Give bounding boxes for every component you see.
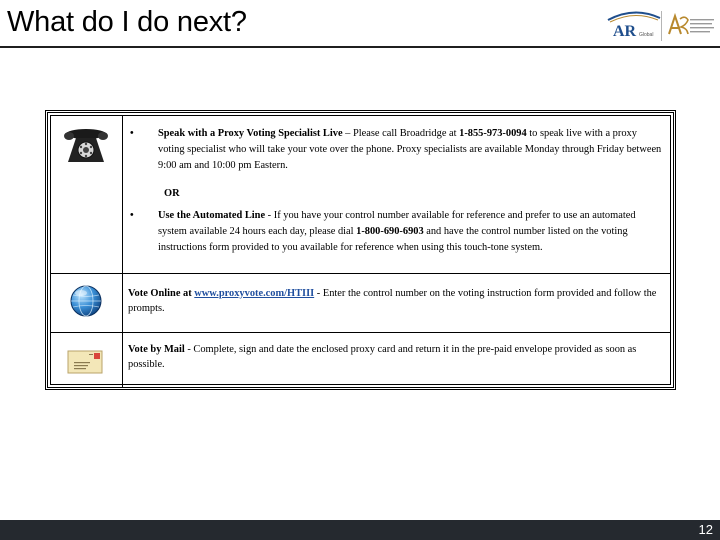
page-title: What do I do next? — [7, 6, 247, 38]
broadridge-phone-number: 1-855-973-0094 — [459, 128, 527, 139]
online-text: - Enter the control number on the voting instruction form provided and follow the prompts. — [128, 288, 657, 314]
title-divider — [0, 46, 720, 48]
table-inner — [50, 115, 671, 385]
bullet-live-specialist — [130, 126, 664, 174]
bullet-dot: • — [130, 210, 134, 221]
header-logos — [604, 8, 716, 42]
ar-logo-text: AR — [613, 23, 637, 40]
mail-heading: Vote by Mail — [128, 344, 185, 355]
bullet-dot: • — [130, 128, 134, 139]
automated-phone-number: 1-800-690-6903 — [356, 226, 424, 237]
footer-bar — [0, 520, 720, 540]
voting-options-table — [45, 110, 676, 390]
ar-logo-subtext: Global — [639, 32, 654, 38]
phone-instructions — [124, 116, 670, 273]
table-row-mail — [51, 333, 670, 388]
live-specialist-text-2: to speak live with a proxy voting specialist who will take your vote over the phone. Proxy specialists are available Monday through Friday between 9:00 am and 10:00 pm Eastern. — [158, 128, 662, 171]
automated-line-text-1: - If you have your control number available for reference and prefer to use an automated system available 24 hours each day, please dial — [158, 210, 636, 237]
bullet-automated-line — [130, 208, 664, 256]
automated-line-heading: Use the Automated Line — [158, 210, 266, 221]
mail-instructions — [124, 333, 670, 388]
partner-firm-logo-icon — [666, 10, 716, 42]
automated-line-text-2: and have the control number listed on the voting instructions form provided to you available for reference when using this touch-tone system. — [158, 226, 628, 253]
globe-icon — [69, 284, 103, 318]
online-instructions — [124, 274, 670, 332]
logo-divider — [661, 11, 662, 41]
proxyvote-link[interactable]: www.proxyvote.com/HTIII — [194, 288, 315, 299]
icon-cell — [51, 274, 123, 332]
telephone-icon — [64, 128, 108, 164]
or-label: OR — [164, 188, 180, 199]
ar-global-logo-icon — [604, 8, 664, 42]
mail-text: - Complete, sign and date the enclosed proxy card and return it in the pre-paid envelope provided as soon as possible. — [128, 344, 637, 370]
envelope-icon — [67, 350, 103, 374]
live-specialist-heading: Speak with a Proxy Voting Specialist Live — [158, 128, 343, 139]
table-row-phone — [51, 116, 670, 274]
live-specialist-text-1: – Please call Broadridge at — [342, 128, 460, 139]
icon-cell — [51, 116, 123, 273]
online-heading: Vote Online at — [128, 288, 195, 299]
table-row-online — [51, 274, 670, 333]
icon-cell — [51, 333, 123, 388]
page-number: 12 — [698, 522, 713, 537]
